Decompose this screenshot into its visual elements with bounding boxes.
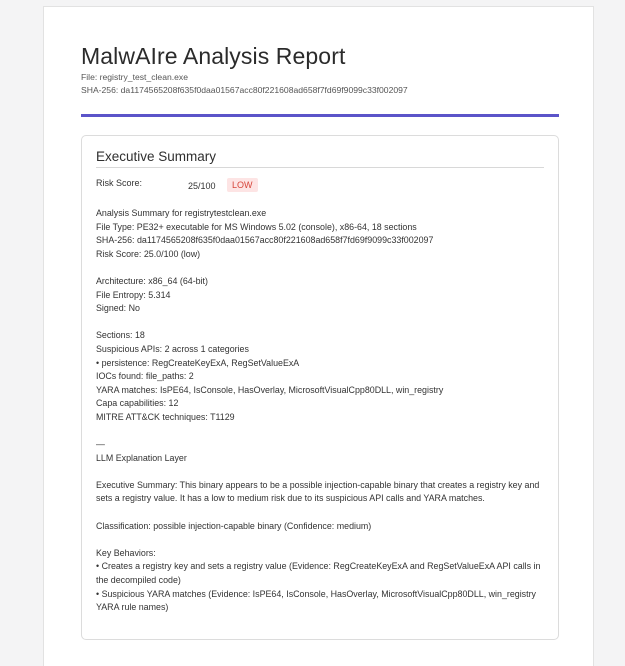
- summary-text: [96, 207, 548, 615]
- summary-line: Sections: 18: [96, 330, 145, 341]
- risk-score-value: 25/100: [188, 181, 216, 191]
- blank-line: [96, 316, 548, 330]
- file-sha256: SHA-256: da1174565208f635f0daa01567acc80f221608ad658f7fd69f9099c33f002097: [81, 85, 408, 95]
- blank-line: [96, 533, 548, 547]
- file-name: File: registry_test_clean.exe: [81, 72, 188, 82]
- summary-line: YARA matches: IsPE64, IsConsole, HasOverlay, MicrosoftVisualCpp80DLL, win_registry: [96, 384, 444, 395]
- summary-line: MITRE ATT&CK techniques: T1129: [96, 411, 235, 422]
- report-title: MalwAIre Analysis Report: [81, 43, 346, 69]
- summary-line: Signed: No: [96, 303, 140, 314]
- blank-line: [96, 425, 548, 439]
- report-page: [43, 6, 594, 666]
- summary-line: SHA-256: da1174565208f635f0daa01567acc80f221608ad658f7fd69f9099c33f002097: [96, 235, 434, 246]
- summary-line: Architecture: x86_64 (64-bit): [96, 275, 208, 286]
- summary-line: File Entropy: 5.314: [96, 289, 171, 300]
- summary-line: IOCs found: file_paths: 2: [96, 371, 194, 382]
- risk-level-badge: LOW: [227, 178, 258, 192]
- summary-line: —: [96, 439, 105, 450]
- header-divider: [81, 114, 559, 117]
- summary-line: Key Behaviors:: [96, 547, 156, 558]
- risk-score-label: Risk Score:: [96, 178, 143, 188]
- executive-summary-heading: Executive Summary: [96, 149, 217, 164]
- summary-line: • persistence: RegCreateKeyExA, RegSetValueExA: [96, 357, 300, 368]
- summary-line: Suspicious APIs: 2 across 1 categories: [96, 343, 249, 354]
- executive-summary-card: [81, 135, 559, 640]
- summary-line: Analysis Summary for registrytestclean.exe: [96, 208, 267, 218]
- summary-line: Executive Summary: This binary appears to be a possible injection-capable binary that creates a registry key and sets a registry value. It has a low to medium risk due to its suspicious API calls and YARA matches.: [96, 479, 540, 504]
- summary-line: LLM Explanation Layer: [96, 452, 187, 463]
- blank-line: [96, 506, 548, 520]
- summary-line: • Suspicious YARA matches (Evidence: IsPE64, IsConsole, HasOverlay, MicrosoftVisualCpp80DLL, win_registry YARA rule names): [96, 588, 536, 613]
- blank-line: [96, 261, 548, 275]
- summary-line: Classification: possible injection-capable binary (Confidence: medium): [96, 520, 372, 531]
- summary-line: Capa capabilities: 12: [96, 398, 179, 409]
- summary-line: Risk Score: 25.0/100 (low): [96, 248, 201, 259]
- blank-line: [96, 465, 548, 479]
- summary-line: • Creates a registry key and sets a registry value (Evidence: RegCreateKeyExA and RegSetValueExA API calls in the decompiled code): [96, 561, 541, 586]
- summary-line: File Type: PE32+ executable for MS Windows 5.02 (console), x86-64, 18 sections: [96, 221, 417, 232]
- summary-divider: [96, 167, 544, 168]
